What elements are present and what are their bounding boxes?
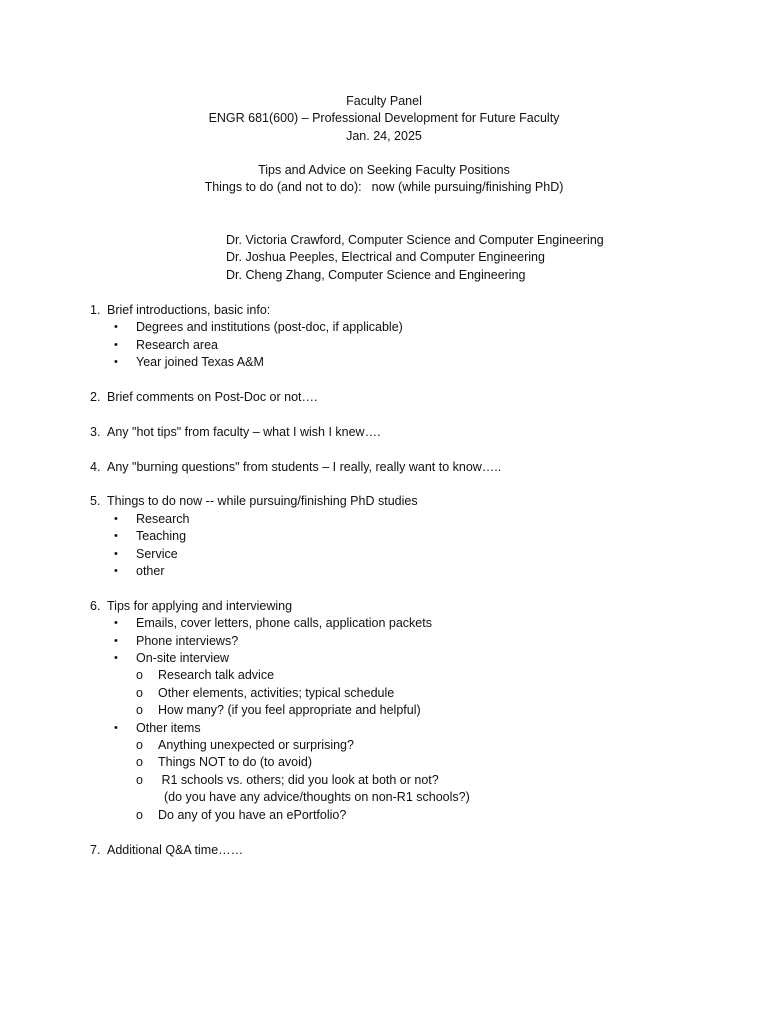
- bullet-icon: •: [114, 512, 118, 525]
- item-number: 4.: [90, 459, 101, 474]
- subbullet-item: o Things NOT to do (to avoid): [90, 754, 730, 771]
- item-number: 3.: [90, 424, 101, 439]
- item-number: 2.: [90, 390, 101, 405]
- item-text: Any "hot tips" from faculty – what I wish I knew….: [107, 424, 381, 439]
- bullet-item: • Degrees and institutions (post-doc, if applicable): [90, 319, 730, 336]
- bullet-item: • Other items: [90, 720, 730, 737]
- circle-bullet-icon: o: [136, 685, 143, 700]
- item-number: 5.: [90, 494, 101, 509]
- bullet-icon: •: [114, 321, 118, 334]
- item-text: Brief comments on Post-Doc or not….: [107, 390, 318, 405]
- subbullet-group: [90, 667, 730, 719]
- bullet-icon: •: [114, 356, 118, 369]
- agenda-item: [90, 302, 730, 372]
- circle-bullet-icon: o: [136, 807, 143, 822]
- bullet-item: • On-site interview: [90, 650, 730, 667]
- bullet-item: • Research: [90, 511, 730, 528]
- panelist: Dr. Victoria Crawford, Computer Science and Computer Engineering: [226, 233, 604, 247]
- item-text: Brief introductions, basic info:: [107, 303, 271, 317]
- item-text: Things to do now -- while pursuing/finishing PhD studies: [107, 494, 418, 509]
- bullet-item: • Year joined Texas A&M: [90, 354, 730, 371]
- agenda-item: [90, 459, 730, 476]
- topic-subtitle: [0, 179, 768, 196]
- panel-date: Jan. 24, 2025: [346, 128, 422, 143]
- item-number: 1.: [90, 303, 101, 317]
- course-title: ENGR 681(600) – Professional Development for Future Faculty: [208, 111, 560, 126]
- document-subheader: [0, 162, 768, 197]
- subbullet-item: o Other elements, activities; typical schedule: [90, 685, 730, 702]
- agenda-item: [90, 389, 730, 406]
- document-header: [0, 93, 768, 145]
- bullet-icon: •: [114, 338, 118, 351]
- bullet-icon: •: [114, 547, 118, 560]
- circle-bullet-icon: o: [136, 755, 143, 770]
- topic-title: Tips and Advice on Seeking Faculty Positions: [258, 163, 510, 177]
- panelist: Dr. Cheng Zhang, Computer Science and Engineering: [226, 267, 526, 282]
- bullet-item: • other: [90, 563, 730, 580]
- circle-bullet-icon: o: [136, 772, 143, 787]
- subbullet-item: o Do any of you have an ePortfolio?: [90, 807, 730, 824]
- item-text: Any "burning questions" from students – I really, really want to know…..: [107, 459, 502, 474]
- panel-title: Faculty Panel: [346, 94, 422, 108]
- agenda-list: [90, 302, 730, 876]
- subbullet-item: o R1 schools vs. others; did you look at both or not?: [90, 772, 730, 789]
- agenda-item: [90, 598, 730, 824]
- circle-bullet-icon: o: [136, 703, 143, 718]
- item-text: Tips for applying and interviewing: [107, 598, 293, 613]
- subbullet-continuation: (do you have any advice/thoughts on non-R1 schools?): [164, 790, 470, 805]
- panelist-list: [226, 232, 604, 284]
- agenda-item: [90, 842, 730, 859]
- bullet-icon: •: [114, 721, 118, 734]
- bullet-item: • Emails, cover letters, phone calls, application packets: [90, 615, 730, 632]
- bullet-item: • Phone interviews?: [90, 633, 730, 650]
- bullet-item: • Teaching: [90, 528, 730, 545]
- circle-bullet-icon: o: [136, 738, 143, 753]
- bullet-icon: •: [114, 565, 118, 578]
- panelist: Dr. Joshua Peeples, Electrical and Computer Engineering: [226, 250, 545, 265]
- bullet-icon: •: [114, 652, 118, 665]
- bullet-item: • Research area: [90, 337, 730, 354]
- bullet-item: • Service: [90, 546, 730, 563]
- topic-subtitle-part1: Things to do (and not to do):: [204, 180, 362, 195]
- topic-subtitle-part2: now (while pursuing/finishing PhD): [371, 180, 564, 195]
- agenda-item: [90, 493, 730, 580]
- subbullet-item: o How many? (if you feel appropriate and helpful): [90, 702, 730, 719]
- bullet-icon: •: [114, 634, 118, 647]
- subbullet-item: o Anything unexpected or surprising?: [90, 737, 730, 754]
- bullet-icon: •: [114, 617, 118, 630]
- subbullet-group: [90, 737, 730, 824]
- subbullet-item: o Research talk advice: [90, 667, 730, 684]
- agenda-item: [90, 424, 730, 441]
- item-text: Additional Q&A time……: [107, 842, 244, 857]
- item-number: 7.: [90, 842, 101, 857]
- bullet-icon: •: [114, 530, 118, 543]
- item-number: 6.: [90, 598, 101, 613]
- circle-bullet-icon: o: [136, 668, 143, 683]
